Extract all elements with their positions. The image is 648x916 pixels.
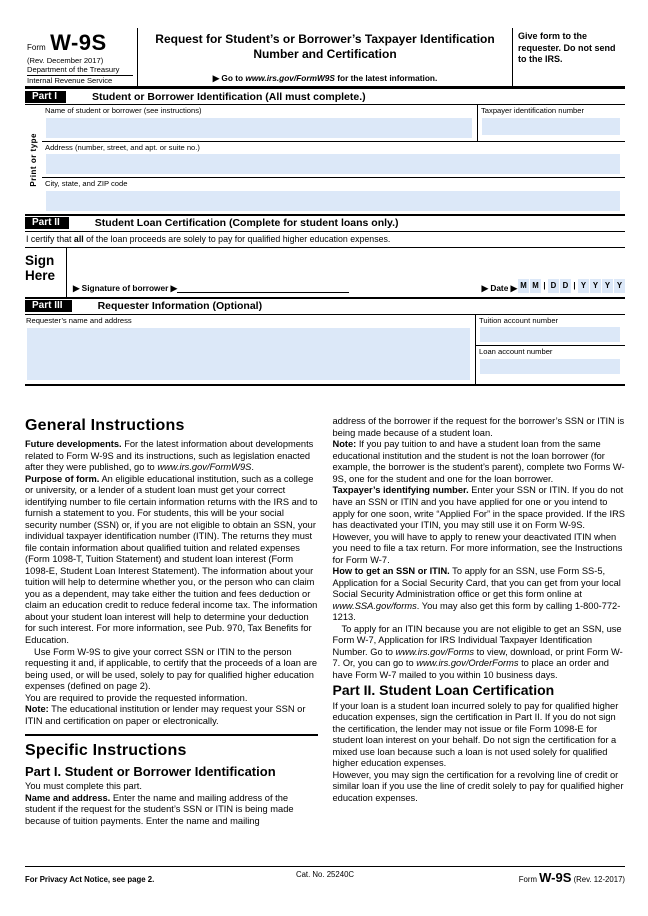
page-footer: [25, 866, 625, 885]
date-separator: |: [543, 280, 546, 290]
signature-input[interactable]: [177, 283, 349, 293]
arrow-icon: ▶ Go to: [212, 73, 246, 84]
form-id-block: [25, 28, 137, 86]
city-label: City, state, and ZIP code: [45, 179, 128, 189]
city-row: [42, 178, 625, 213]
form-header: [25, 28, 625, 89]
signature-block: [25, 248, 625, 297]
date-cell-dd2[interactable]: D: [560, 279, 571, 293]
agency-label: Internal Revenue Service: [27, 75, 133, 85]
date-label: ▶ Date ▶: [481, 282, 517, 293]
form-title-block: [137, 28, 513, 86]
form-url-link[interactable]: www.irs.gov/FormW9S: [245, 73, 335, 84]
footer-form-reference: Form W-9S (Rev. 12-2017): [518, 870, 625, 885]
goto-suffix: for the latest information.: [334, 73, 438, 84]
note-paragraph-left: Note: The educational institution or lender may request your SSN or ITIN and certification on paper or electronically.: [25, 704, 306, 726]
future-developments-paragraph: Future developments. For the latest information about developments related to Form W-9S and its instructions, such as legislation enacted after they were published, go to www.irs.gov/FormW9S.: [25, 439, 314, 473]
date-cell-mm1[interactable]: M: [518, 279, 529, 293]
part1-instructions-heading: Part I. Student or Borrower Identification: [25, 763, 276, 779]
date-cell-yy2[interactable]: Y: [590, 279, 601, 293]
part1-header: [25, 89, 625, 105]
requester-label: Requester’s name and address: [26, 315, 132, 325]
date-cell-dd1[interactable]: D: [548, 279, 559, 293]
form-title: [144, 32, 506, 62]
part3-badge: Part III: [25, 300, 72, 312]
part2-title: Student Loan Certification (Complete for student loans only.): [94, 217, 399, 230]
city-input[interactable]: [46, 191, 620, 211]
must-complete-paragraph: You must complete this part.: [25, 781, 142, 792]
address-cell: [42, 142, 625, 177]
catalog-number: Cat. No. 25240C: [295, 870, 355, 879]
part2-instructions-heading: Part II. Student Loan Certification: [332, 682, 555, 699]
date-separator: |: [573, 280, 576, 290]
address-input[interactable]: [46, 154, 620, 174]
part2-header: [25, 214, 625, 232]
requester-input[interactable]: [27, 328, 470, 380]
instructions-left-column: [25, 416, 318, 827]
name-and-address-paragraph: Name and address. Enter the name and mailing address of the student if the request for the student’s SSN or ITIN is being made because of tuition payments. Enter the name and mailing: [25, 792, 294, 826]
print-or-type-label: Print or type: [29, 132, 38, 187]
address-continuation-paragraph: address of the borrower if the request for the borrower’s SSN or ITIN is being made because of a student loan.: [332, 416, 625, 438]
part1-title: Student or Borrower Identification (All must complete.): [92, 90, 366, 103]
irs-forms-url-link[interactable]: www.irs.gov/Forms: [395, 646, 475, 657]
signature-label: ▶ Signature of borrower ▶: [73, 282, 178, 293]
apply-itin-paragraph: To apply for an ITIN because you are not eligible to get an SSN, use Form W-7, Application for IRS Individual Taxpayer Identification Number. Go to www.irs.gov/Forms to view, download, or print Form W-7. Or, you can go to www.irs.gov/OrderForms to place an order and have Form W-7 mailed to you within 10 business days.: [332, 623, 623, 680]
tuition-account-label: Tuition account number: [479, 315, 559, 325]
use-form-paragraph: Use Form W-9S to give your correct SSN or ITIN to the person requesting it and, if applicable, to certify that the proceeds of a loan are being used, or will be used, solely to pay for qualified higher education expenses (defined on page 2).: [25, 646, 317, 692]
loan-account-input[interactable]: [480, 359, 620, 374]
irs-url-link[interactable]: www.irs.gov/FormW9S: [157, 462, 252, 473]
requester-cell: [25, 315, 475, 384]
how-to-get-ssn-paragraph: How to get an SSN or ITIN. To apply for an SSN, use Form SS-5, Application for a Social Security Card, that you can get from your local Social Security Administration office or get this form online at www.SSA.gov/forms. You may also get this form by calling 1-800-772-1213.: [332, 566, 621, 623]
tin-input[interactable]: [482, 118, 620, 135]
date-cell-mm2[interactable]: M: [530, 279, 541, 293]
part1-badge: Part I: [25, 91, 66, 103]
required-info-paragraph: You are required to provide the requested information.: [25, 692, 248, 703]
city-cell: [42, 178, 625, 213]
form-title-line2: Number and Certification: [253, 47, 397, 61]
part3-body: [25, 315, 625, 386]
give-form-notice: Give form to the requester. Do not send to the IRS.: [518, 31, 616, 65]
form-revision: (Rev. December 2017): [27, 56, 104, 65]
form-number: W-9S: [50, 30, 107, 55]
part1-body: [25, 105, 625, 213]
form-word: Form: [27, 43, 46, 52]
part2-badge: Part II: [25, 217, 69, 229]
purpose-of-form-paragraph: Purpose of form. An eligible educational institution, such as a college or university, or a lender of a student loan must get your correct identifying number to file certain information returns with the IRS and to furnish a statement to you. For students, this will be your social security number (SSN) or, if you are not eligible to obtain an SSN, your individual taxpayer identification number (ITIN). The returns they must file contain information about qualified tuition and related expenses (Form 1098-T, Tuition Statement) and student loan interest (Form 1098-E, Student Loan Interest Statement). The information about your tuition will help to determine whether you, or the person who can claim you as a dependent, may take either the tuition and fees deduction or claim an education credit to reduce federal income tax. The information about your student loan interest will help to determine your deduction for such interest. For more information, see Pub. 970, Tax Benefits for Education.: [25, 473, 318, 645]
instructions-right-column: [333, 416, 626, 827]
instructions-section: [25, 416, 625, 827]
note-paragraph-right: Note: If you pay tuition to and have a student loan from the same educational institution and the student is not the loan borrower (for example, the borrower is the student’s parent), complete two Forms W-9S, one for the student and one for the loan borrower.: [332, 439, 625, 484]
taxpayer-number-paragraph: Taxpayer’s identifying number. Enter your SSN or ITIN. If you do not have an SSN or ITIN and you have applied for one or you intend to apply for one soon, write “Applied For” in the space provided. If the IRS has deactivated your ITIN, you may still use it on Form W-9S. However, you will have to apply to renew your deactivated ITIN when you need to file a tax return. For more information, see the Instructions for Form W-7.: [332, 485, 625, 565]
irs-orderforms-url-link[interactable]: www.irs.gov/OrderForms: [416, 658, 519, 669]
privacy-act-notice: For Privacy Act Notice, see page 2.: [25, 875, 155, 884]
revolving-credit-paragraph: However, you may sign the certification for a revolving line of credit or similar loan if you use the line of credit solely to pay for qualified higher education expenses.: [332, 769, 624, 803]
date-cell-yy4[interactable]: Y: [614, 279, 625, 293]
tin-label: Taxpayer identification number: [481, 106, 584, 116]
date-field: [482, 279, 625, 293]
student-loan-cert-paragraph: If your loan is a student loan incurred solely to pay for qualified higher education expenses, sign the certification in Part II. If you do not sign the certification, the lender may not issue or file Form 1098-E for student loan interest on your behalf. Do not sign the certification for a mixed use loan because such a loan is not used solely for qualified higher education expenses.: [332, 700, 619, 769]
goto-line: [144, 73, 506, 84]
loan-account-cell: [476, 346, 625, 376]
specific-instructions-heading: Specific Instructions: [25, 734, 318, 761]
department-label: Department of the Treasury: [27, 65, 120, 75]
tuition-account-cell: [476, 315, 625, 346]
name-input[interactable]: [46, 118, 472, 138]
date-cell-yy3[interactable]: Y: [602, 279, 613, 293]
address-row: [42, 142, 625, 178]
tin-cell: [477, 105, 625, 140]
date-cell-yy1[interactable]: Y: [578, 279, 589, 293]
general-instructions-heading: General Instructions: [25, 417, 185, 435]
loan-account-label: Loan account number: [479, 347, 553, 357]
sign-here-label: Sign Here: [25, 248, 67, 297]
certification-statement: I certify that all of the loan proceeds are solely to pay for qualified higher education expenses.: [25, 232, 625, 248]
part3-header: [25, 297, 625, 315]
address-label: Address (number, street, and apt. or suite no.): [45, 142, 200, 152]
form-title-line1: Request for Student’s or Borrower’s Taxpayer Identification: [155, 32, 495, 46]
tuition-account-input[interactable]: [480, 327, 620, 342]
name-label: Name of student or borrower (see instructions): [45, 106, 202, 116]
name-cell: [42, 105, 477, 140]
part3-title: Requester Information (Optional): [97, 300, 263, 313]
ssa-url-link[interactable]: www.SSA.gov/forms: [332, 600, 417, 611]
name-tin-row: [42, 105, 625, 141]
